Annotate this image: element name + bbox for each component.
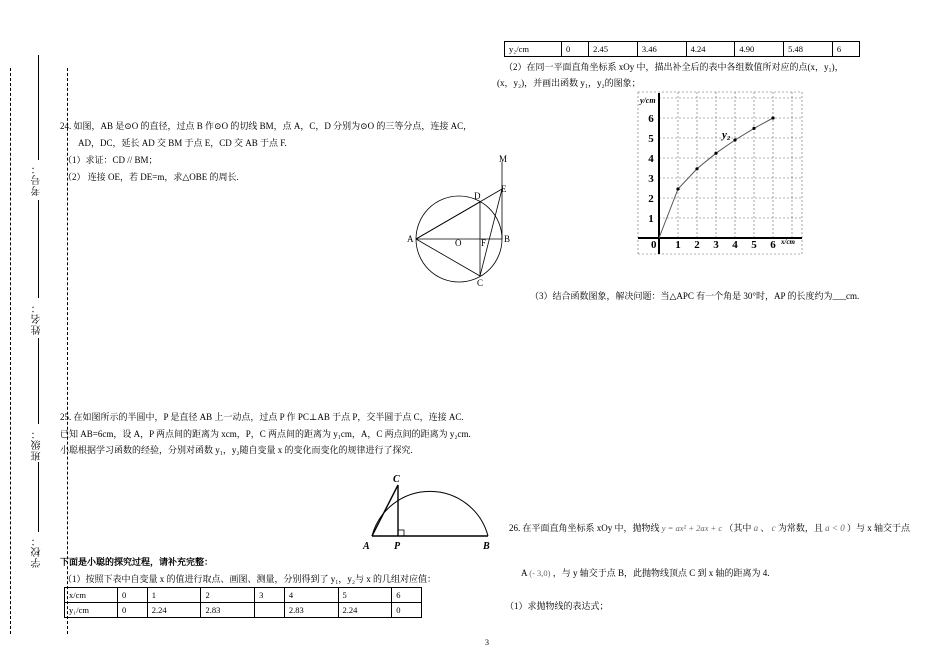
table-cell	[255, 603, 285, 618]
q25-semicircle-figure	[360, 472, 500, 554]
y2-data-point	[771, 116, 774, 119]
y2-data-point	[676, 187, 679, 190]
q24-part2: （2） 连接 OE，若 DE=m，求△OBE 的周长.	[63, 172, 239, 182]
table-cell: y₁/cm	[65, 603, 118, 618]
exam-number-label: 考号：	[32, 163, 43, 196]
q26-line2-text: ，与 y 轴交于点 B，此抛物线顶点 C 到 x 轴的距离为 4.	[552, 568, 770, 578]
y2-data-point	[695, 167, 698, 170]
segment-ac	[372, 485, 398, 536]
table-cell: 2.45	[589, 42, 638, 57]
table-cell: x/cm	[65, 588, 118, 603]
table-cell: 3.46	[637, 42, 686, 57]
q25-line2: 已知 AB=6cm，设 A，P 两点间的距离为 xcm，P，C 两点间的距离为 y₁cm，A，C 两点间的距离为 y₂cm.	[60, 429, 471, 439]
y2-points	[676, 116, 774, 190]
y-tick-label: 1	[648, 213, 654, 225]
label-a: A	[407, 234, 414, 244]
q25-explore-title: 下面是小聪的探究过程，请补充完整：	[60, 557, 214, 567]
q26-point-a-coords: (- 3,0)	[529, 568, 551, 578]
y2-curve-label: y₂	[722, 129, 731, 141]
y2-data-point	[752, 127, 755, 130]
name-label: 姓名：	[32, 302, 43, 335]
table-cell: 6	[392, 588, 422, 603]
q24-line1: 24. 如图，AB 是⊙O 的直径，过点 B 作⊙O 的切线 BM，点 A，C，D 分别为⊙O 的三等分点，连接 AC，	[60, 121, 473, 131]
q26-intro: 26. 在平面直角坐标系 xOy 中，抛物线	[509, 523, 660, 533]
label-b: B	[483, 541, 490, 552]
line-ac	[416, 239, 480, 276]
right-angle-mark	[398, 530, 404, 536]
table-cell: 0	[118, 588, 148, 603]
x-tick-label: 4	[732, 239, 738, 251]
y-tick-label: 2	[648, 193, 654, 205]
class-label: 班级：	[32, 428, 43, 461]
q25-part3: （3）结合函数图象，解决问题：当△APC 有一个角是 30°时，AP 的长度约为___cm.	[530, 291, 860, 301]
school-blank	[38, 462, 39, 532]
label-a: A	[363, 541, 370, 552]
y2-table	[504, 41, 860, 57]
q25-part2-line1: （2）在同一平面直角坐标系 xOy 中，描出补全后的表中各组数值所对应的点(x，y₁)，	[504, 62, 844, 72]
table-cell: 5.48	[784, 42, 833, 57]
table-cell: 4.24	[686, 42, 735, 57]
table-cell: 3	[255, 588, 285, 603]
line-ce	[480, 189, 502, 276]
q26-constants-text: 为常数，且	[777, 523, 823, 533]
x-tick-label: 2	[694, 239, 700, 251]
q26-formula: y = ax² + 2ax + c	[661, 523, 723, 533]
q25-point-labels	[362, 474, 490, 552]
q24-point-labels	[407, 154, 510, 288]
function-graph	[630, 88, 810, 258]
page-number: 3	[485, 638, 489, 647]
label-m: M	[499, 154, 508, 164]
y2-data-point	[714, 152, 717, 155]
y-tick-label: 6	[648, 113, 654, 125]
table-row	[505, 42, 860, 57]
q26-part1: （1）求抛物线的表达式；	[505, 601, 609, 611]
table-cell: 5	[338, 588, 392, 603]
label-o: O	[455, 238, 462, 248]
table-cell: 2	[201, 588, 255, 603]
line-ad	[416, 202, 480, 239]
table-cell: 4	[284, 588, 338, 603]
q26-point-a: A	[521, 568, 528, 578]
label-c: C	[393, 474, 400, 485]
label-b: B	[504, 234, 511, 244]
q24-figure	[405, 150, 525, 292]
table-cell: 2.83	[201, 603, 255, 618]
table-row	[65, 588, 422, 603]
y2-data-point	[733, 138, 736, 141]
binding-dashed-line-outer	[10, 68, 11, 634]
y-tick-label: 3	[648, 173, 654, 185]
table-cell: 2.24	[338, 603, 392, 618]
label-f: F	[481, 238, 487, 248]
table-cell: 2.24	[147, 603, 201, 618]
table-cell: 0	[562, 42, 589, 57]
q25-line3: 小聪根据学习函数的经验，分别对函数 y₁，y₂随自变量 x 的变化而变化的规律进行了探究.	[60, 445, 413, 455]
y-tick-labels	[648, 113, 654, 225]
q26-separator: 、	[760, 523, 770, 533]
x-tick-label: 6	[770, 239, 776, 251]
q24-line2: AD，DC，延长 AD 交 BM 于点 E，CD 交 AB 于点 F.	[78, 138, 287, 148]
q26-a-symbol: a	[753, 523, 759, 533]
table-cell: 0	[392, 603, 422, 618]
q26-condition: a < 0	[825, 523, 845, 533]
y-tick-label: 5	[648, 133, 654, 145]
table-cell: 2.83	[284, 603, 338, 618]
q25-part2-line2: (x，y₂)，并画出函数 y₁，y₂的图象；	[497, 78, 641, 88]
x-tick-label: 1	[675, 239, 681, 251]
q26-line1	[509, 522, 910, 534]
table-cell: 4.90	[735, 42, 784, 57]
table-cell: 1	[147, 588, 201, 603]
x-tick-label: 3	[713, 239, 719, 251]
q24-part1: （1）求证：CD // BM；	[63, 155, 158, 165]
class-blank	[38, 338, 39, 424]
school-label: 学校：	[32, 535, 43, 568]
y-axis-label: y/cm	[640, 96, 656, 105]
table-cell: 0	[118, 603, 148, 618]
y-tick-label: 4	[648, 153, 654, 165]
table-cell: y₂/cm	[505, 42, 562, 57]
table-row	[65, 603, 422, 618]
binding-dashed-line-inner	[67, 68, 68, 634]
label-e: E	[501, 184, 507, 194]
q26-c-symbol: c	[771, 523, 776, 533]
q26-paren-open: （其中	[724, 523, 752, 533]
q25-part1: （1）按照下表中自变量 x 的值进行取点、画图、测量，分别得到了 y₁，y₂与 x 的几组对应值：	[63, 574, 437, 584]
label-c: C	[477, 278, 484, 288]
exam-number-blank	[38, 55, 39, 160]
y1-table	[64, 587, 422, 618]
q25-line1: 25. 在如图所示的半圆中，P 是直径 AB 上一动点，过点 P 作 PC⊥AB 于点 P，交半圆于点 C，连接 AC.	[60, 412, 464, 422]
semicircle-arc	[372, 491, 488, 536]
q26-intersect-text: ）与 x 轴交于点	[847, 523, 911, 533]
origin-label: 0	[651, 239, 657, 251]
x-tick-labels	[675, 239, 776, 251]
x-tick-label: 5	[751, 239, 757, 251]
name-blank	[38, 200, 39, 298]
label-d: D	[474, 191, 481, 201]
table-cell: 6	[832, 42, 859, 57]
x-axis-label: x/cm	[781, 238, 795, 246]
label-p: P	[394, 541, 401, 552]
q26-line2	[521, 567, 770, 579]
